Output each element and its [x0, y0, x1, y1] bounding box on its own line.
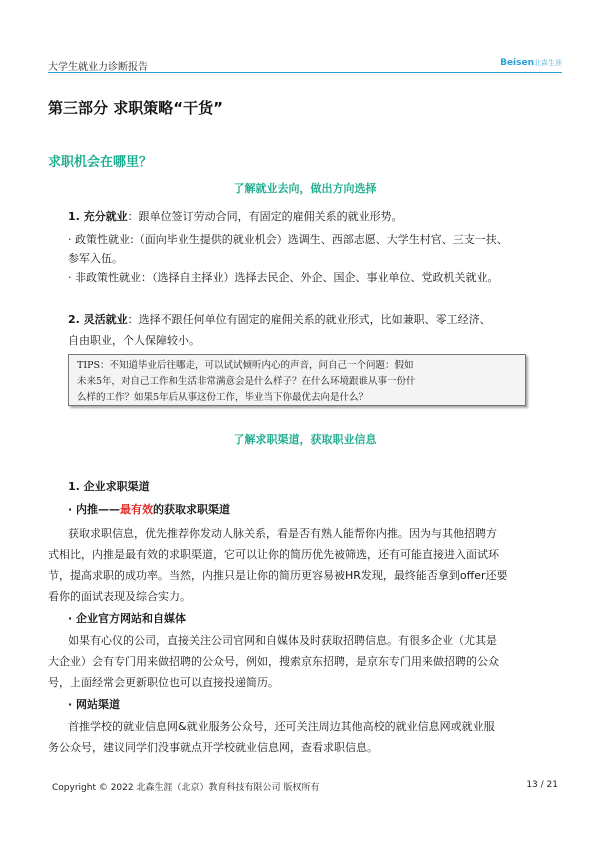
item-flexible-text: ：选择不跟任何单位有固定的雇佣关系的就业形式，比如兼职、零工经济、 [127, 313, 491, 326]
neitui-heading [68, 499, 230, 520]
subtitle-direction: 了解就业去向，做出方向选择 [233, 182, 377, 195]
neitui-line3: 节，提高求职的成功率。当然，内推只是让你的简历更容易被HR发现，最终能否拿到offer还要 [48, 569, 508, 582]
brand-main: Beisen [500, 58, 534, 68]
item-flexible-employment [68, 309, 491, 330]
website-line2: 务公众号，建议同学们没事就点开学校就业信息网，查看求职信息。 [48, 741, 378, 754]
neitui-suffix: 的获取求职渠道 [153, 503, 231, 516]
page-number: 13 / 21 [526, 780, 558, 790]
official-line1: 如果有心仪的公司，直接关注公司官网和自媒体及时获取招聘信息。有很多企业（尤其是 [68, 634, 497, 647]
neitui-highlight: 最有效 [120, 503, 154, 516]
neitui-line4: 看你的面试表现及综合实力。 [48, 590, 191, 603]
item-flexible-label: 2. 灵活就业 [68, 313, 128, 326]
official-line2: 大企业）会有专门用来做招聘的公众号，例如，搜索京东招聘，是京东专门用来做招聘的公众 [48, 655, 499, 668]
brand-sub: 北森生涯 [534, 59, 562, 67]
official-line3: 号，上面经常会更新职位也可以直接投递简历。 [48, 676, 279, 689]
bullet-nonpolicy: · 非政策性就业：（选择自主择业）选择去民企、外企、国企、事业单位、党政机关就业。 [68, 271, 499, 284]
official-heading: · 企业官方网站和自媒体 [68, 612, 187, 625]
website-line1: 首推学校的就业信息网&就业服务公众号，还可关注周边其他高校的就业信息网或就业服 [68, 720, 495, 733]
subtitle-channels: 了解求职渠道，获取职业信息 [233, 433, 377, 446]
brand-logo [500, 58, 562, 68]
channels-heading: 1. 企业求职渠道 [68, 480, 150, 493]
tips-box [68, 354, 526, 406]
header-title: 大学生就业力诊断报告 [48, 62, 148, 73]
item-flexible-line2: 自由职业，个人保障较小。 [68, 334, 200, 347]
neitui-line1: 获取求职信息，优先推荐你发动人脉关系，看是否有熟人能帮你内推。因为与其他招聘方 [68, 527, 497, 540]
part-title: 第三部分 求职策略“干货” [48, 99, 223, 117]
footer-copyright: Copyright © 2022 北森生涯（北京）教育科技有限公司 版权所有 [52, 783, 320, 793]
item-full-employment-label: 1. 充分就业 [68, 210, 128, 223]
bullet-policy-line1: · 政策性就业:（面向毕业生提供的就业机会）选调生、西部志愿、大学生村官、三支一扶、 [68, 233, 508, 246]
section-title: 求职机会在哪里？ [48, 155, 153, 170]
item-full-employment-text: ：跟单位签订劳动合同，有固定的雇佣关系的就业形势。 [127, 210, 403, 223]
neitui-line2: 式相比，内推是最有效的求职渠道，它可以让你的简历优先被筛选，还有可能直接进入面试环 [48, 548, 499, 561]
tips-line1: TIPS：不知道毕业后往哪走，可以试试倾听内心的声音，问自己一个问题：假如 [77, 360, 414, 371]
bullet-policy-line2: 参军入伍。 [68, 252, 123, 265]
item-full-employment [68, 206, 403, 227]
tips-line2: 未来5年，对自己工作和生活非常满意会是什么样子？在什么环境跟谁从事一份什 [77, 376, 416, 387]
header-divider [48, 72, 562, 73]
neitui-prefix: · 内推—— [68, 503, 121, 516]
tips-line3: 么样的工作？如果5年后从事这份工作，毕业当下你最优去向是什么？ [77, 392, 369, 403]
website-heading: · 网站渠道 [68, 698, 121, 711]
